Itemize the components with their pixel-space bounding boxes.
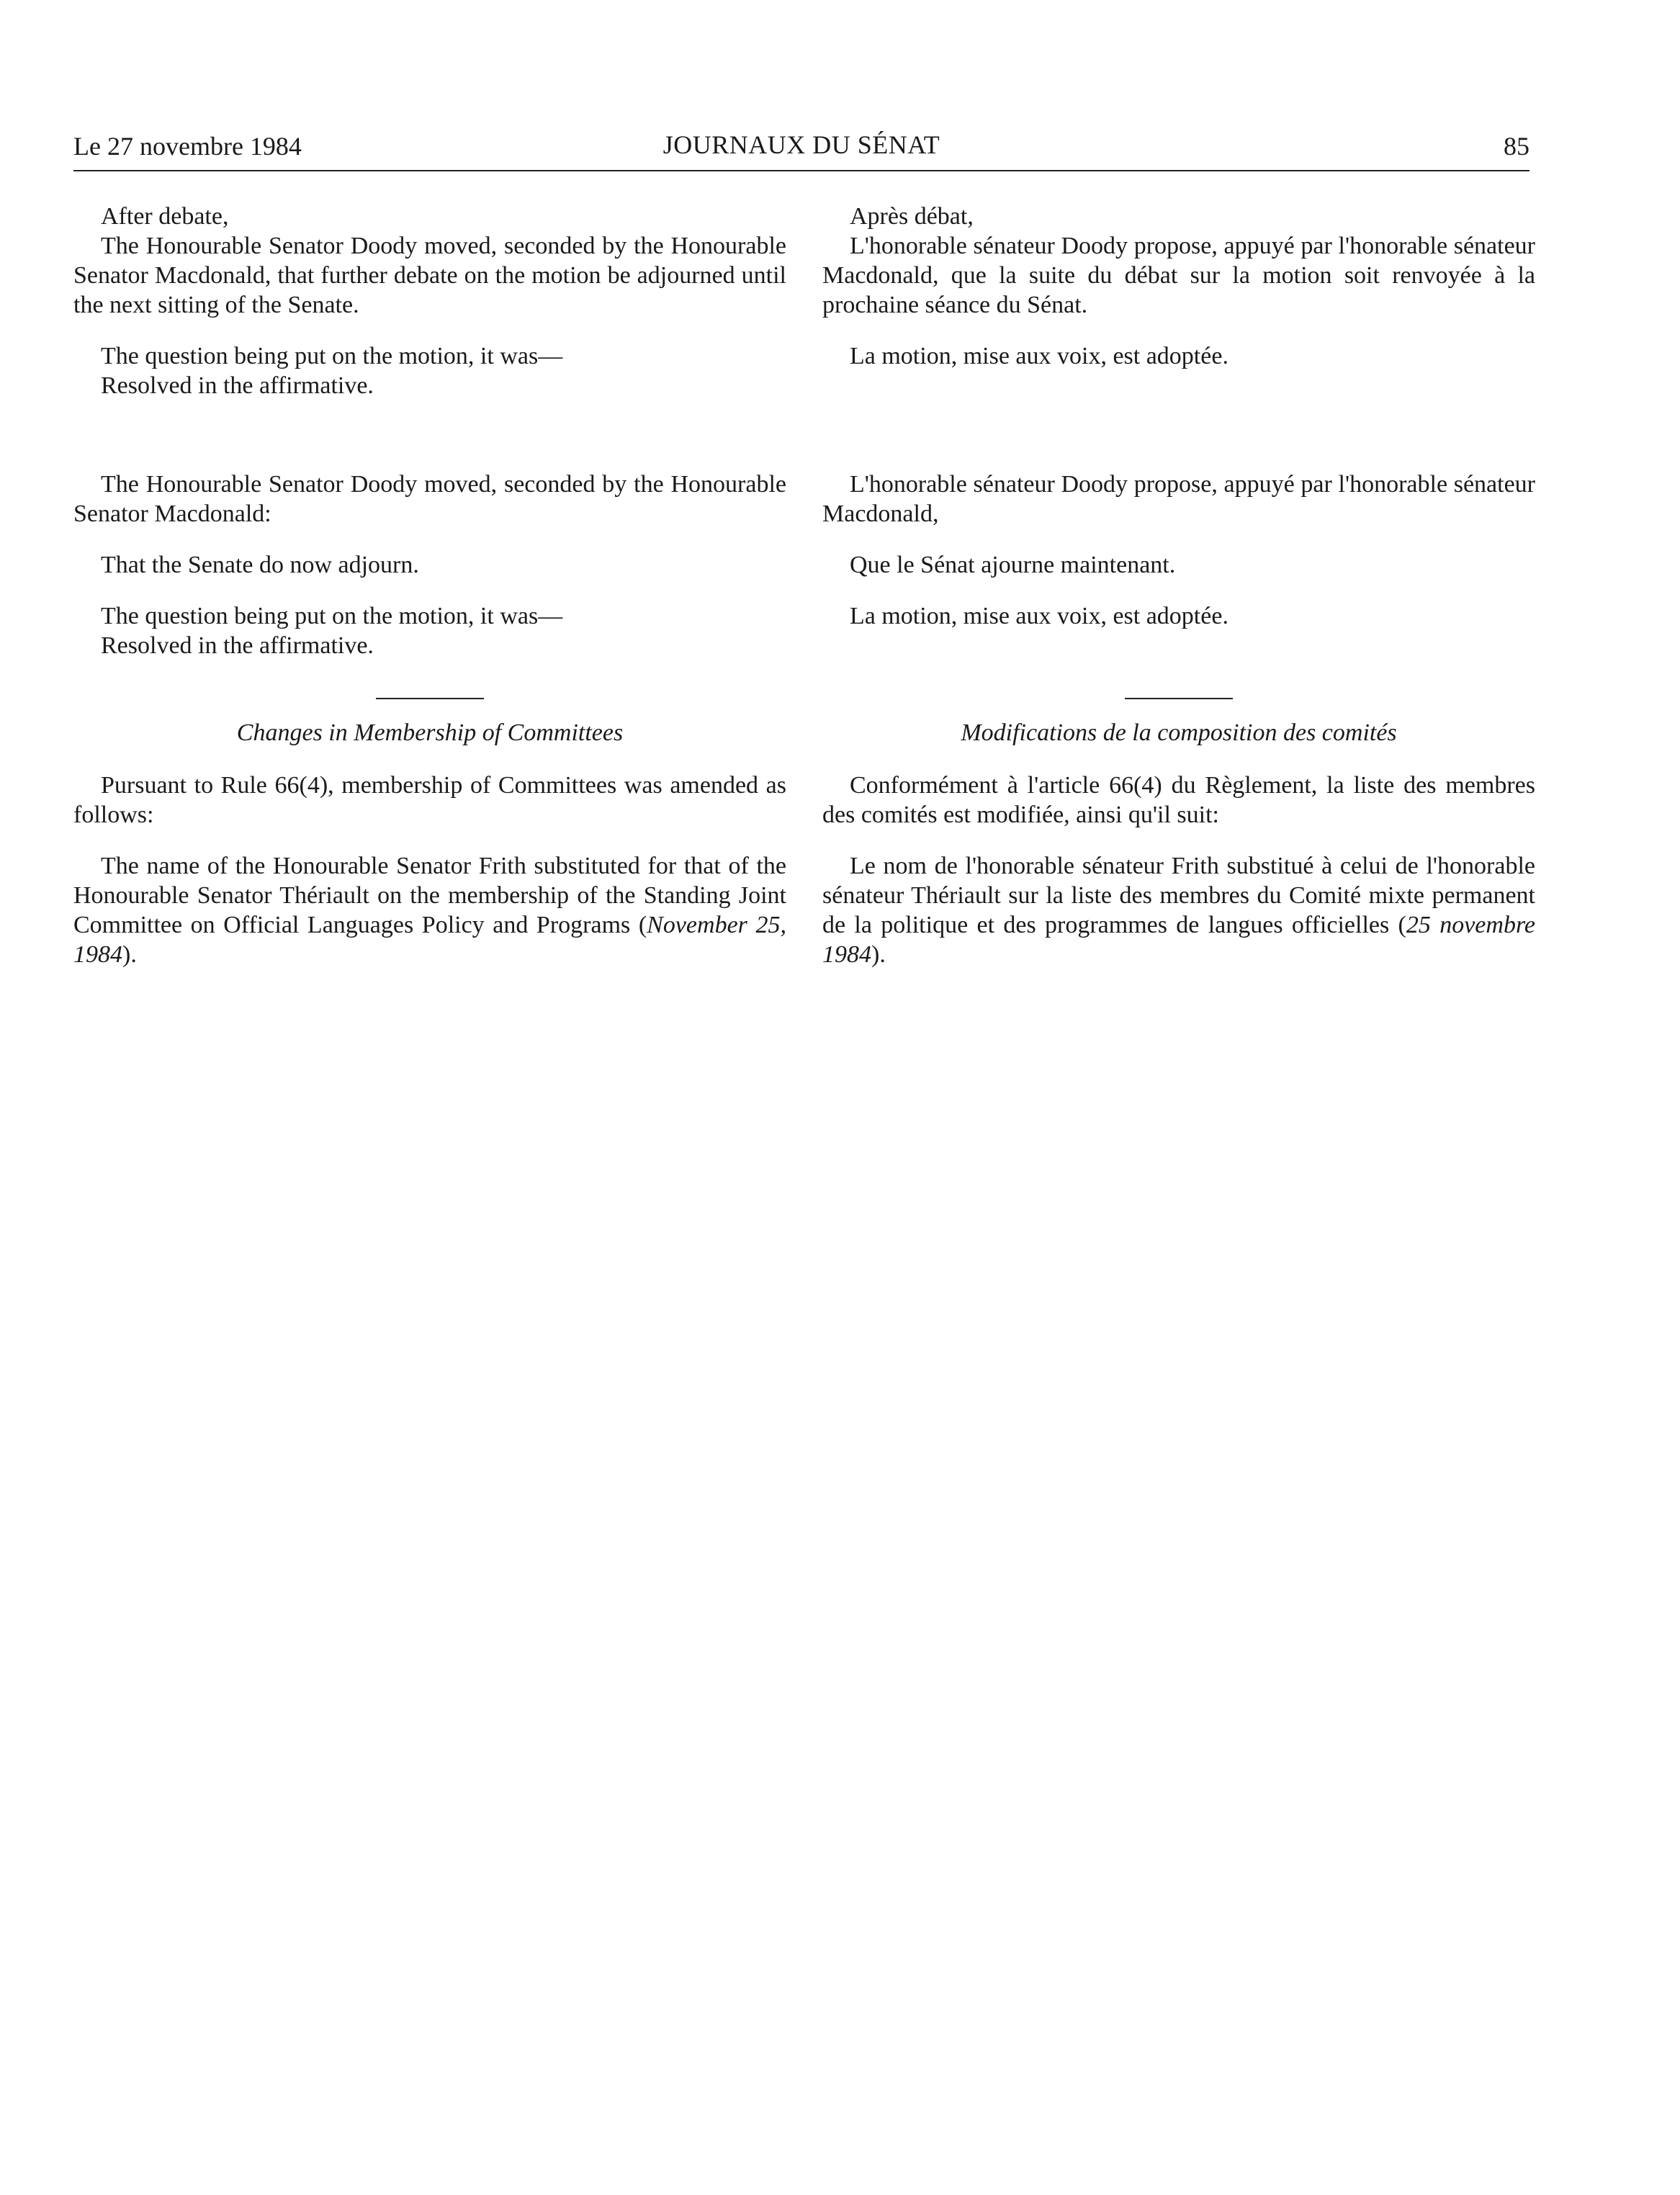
en-substitution-end: ). — [122, 941, 137, 968]
fr-section-heading: Modifications de la composition des comités — [961, 719, 1397, 746]
en-after-debate: After debate, — [101, 203, 229, 230]
en-pursuant-rule: Pursuant to Rule 66(4), membership of Committees was amended as follows: — [73, 772, 786, 828]
en-motion-adjourn-debate: The Honourable Senator Doody moved, seconded by the Honourable Senator Macdonald, that further debate on the motion be adjourned until the next sitting of the Senate. — [73, 233, 786, 318]
en-section-heading: Changes in Membership of Committees — [236, 719, 624, 746]
en-resolved: Resolved in the affirmative. — [101, 372, 374, 399]
header-rule — [73, 170, 1529, 171]
fr-senate-adjourn: Que le Sénat ajourne maintenant. — [850, 552, 1176, 578]
en-senate-adjourn: That the Senate do now adjourn. — [101, 552, 419, 578]
en-question-put: The question being put on the motion, it was— — [101, 343, 563, 369]
en-substitution-date: November 25, 1984 — [73, 912, 786, 968]
fr-motion-adopted: La motion, mise aux voix, est adoptée. — [850, 343, 1228, 369]
fr-substitution — [822, 851, 1535, 969]
en-resolved-2: Resolved in the affirmative. — [101, 632, 374, 659]
header-date: Le 27 novembre 1984 — [73, 132, 302, 161]
english-column — [73, 202, 786, 969]
fr-motion-adjourn-senate: L'honorable sénateur Doody propose, appuyé par l'honorable sénateur Macdonald, — [822, 471, 1535, 527]
fr-motion-adjourn-debate: L'honorable sénateur Doody propose, appuyé par l'honorable sénateur Macdonald, que la suite du débat sur la motion soit renvoyée à la prochaine séance du Sénat. — [822, 233, 1535, 318]
en-substitution-text: The name of the Honourable Senator Frith substituted for that of the Honourable Senator Thériault on the membership of the Standing Joint Committee on Official Languages Policy and Programs ( — [73, 853, 786, 938]
fr-substitution-text: Le nom de l'honorable sénateur Frith substitué à celui de l'honorable sénateur Thériault sur la liste des membres du Comité mixte permanent de la politique et des programmes de langues officielles ( — [822, 853, 1535, 938]
page-header — [73, 122, 1529, 173]
fr-after-debate: Après débat, — [850, 203, 974, 230]
header-title: JOURNAUX DU SÉNAT — [662, 130, 940, 159]
fr-motion-adopted-2: La motion, mise aux voix, est adoptée. — [850, 603, 1228, 629]
fr-substitution-end: ). — [871, 941, 886, 968]
en-substitution — [73, 851, 786, 969]
en-motion-adjourn-senate: The Honourable Senator Doody moved, seconded by the Honourable Senator Macdonald: — [73, 471, 786, 527]
fr-substitution-date: 25 novembre 1984 — [822, 912, 1536, 968]
page-number: 85 — [1504, 132, 1529, 161]
en-question-put-2: The question being put on the motion, it was— — [101, 603, 563, 629]
french-column — [822, 202, 1535, 969]
fr-pursuant-rule: Conformément à l'article 66(4) du Règlement, la liste des membres des comités est modifiée, ainsi qu'il suit: — [822, 772, 1535, 828]
